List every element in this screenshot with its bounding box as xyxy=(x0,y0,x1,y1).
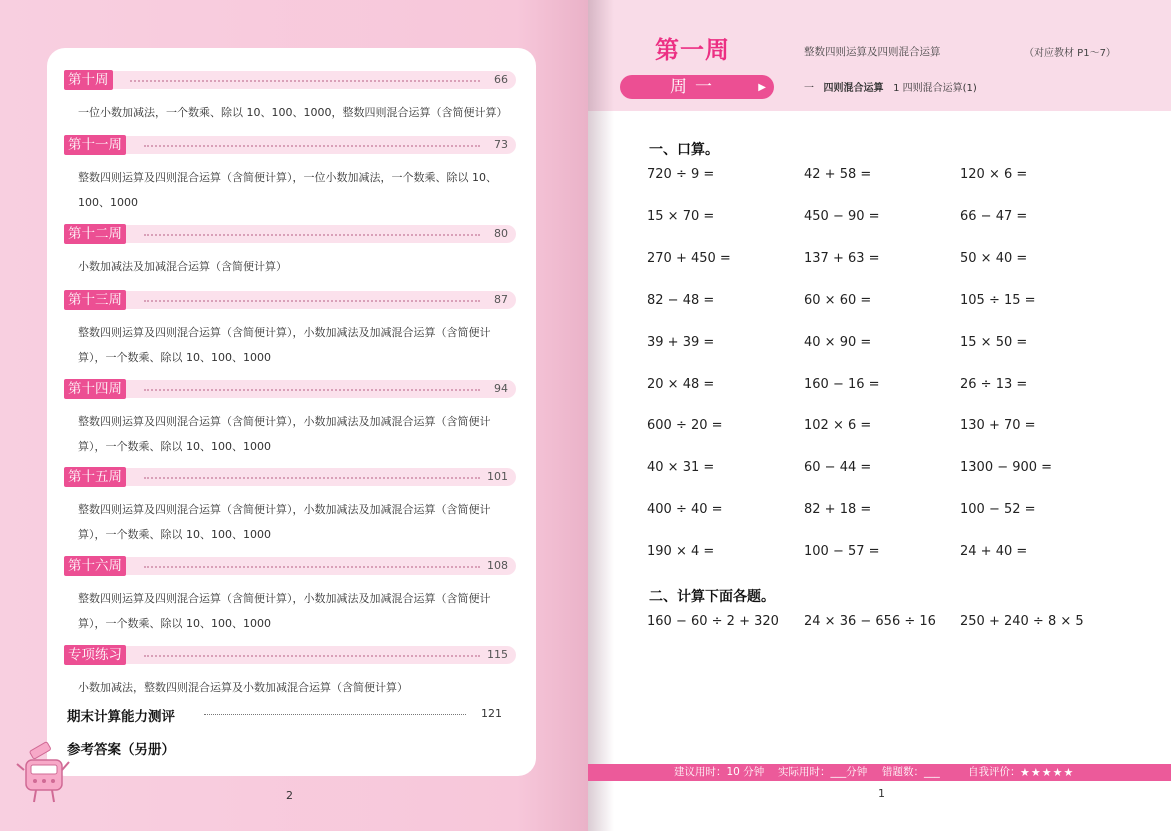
problem: 100 − 52 = xyxy=(960,502,1036,517)
desc-line: 算），一个数乘、除以 10、100、1000 xyxy=(78,617,271,630)
toc-label: 第十周 xyxy=(64,70,113,90)
toc-description xyxy=(78,409,516,459)
footer-band xyxy=(588,764,1171,781)
toc-page-number: 121 xyxy=(481,707,502,720)
toc-bar xyxy=(64,71,516,89)
problem: 137 + 63 = xyxy=(804,251,880,266)
problem: 720 ÷ 9 = xyxy=(647,167,715,182)
leader-dots xyxy=(144,300,480,302)
desc-line: 一位小数加减法，一个数乘、除以 10、100、1000，整数四则混合运算（含简便计算） xyxy=(78,106,508,119)
toc-label: 第十五周 xyxy=(64,467,126,487)
rating-stars-icon[interactable]: ★★★★★ xyxy=(1020,766,1075,779)
desc-line: 整数四则运算及四则混合运算（含简便计算），小数加减法及加减混合运算（含简便计 xyxy=(78,503,491,516)
day-pill xyxy=(620,75,774,99)
unit-number: 一 xyxy=(804,83,814,94)
problem: 130 + 70 = xyxy=(960,418,1036,433)
leader-dots xyxy=(144,655,480,657)
problem: 190 × 4 = xyxy=(647,544,715,559)
desc-line: 整数四则运算及四则混合运算（含简便计算），小数加减法及加减混合运算（含简便计 xyxy=(78,592,491,605)
leader-dots xyxy=(130,80,480,82)
toc-page-number: 101 xyxy=(487,470,508,483)
toc-label: 第十二周 xyxy=(64,224,126,244)
toc-page-number: 80 xyxy=(494,227,508,240)
problem: 82 − 48 = xyxy=(647,293,715,308)
toc-description xyxy=(78,675,516,700)
actual-time: 实际用时：___分钟 xyxy=(778,766,868,778)
page-number-left: 2 xyxy=(286,789,293,802)
desc-line: 整数四则运算及四则混合运算（含简便计算），小数加减法及加减混合运算（含简便计 xyxy=(78,415,491,428)
toc-page-number: 73 xyxy=(494,138,508,151)
toc-description xyxy=(78,497,516,547)
leader-dots xyxy=(144,389,480,391)
toc-entry-week10[interactable] xyxy=(64,71,516,125)
problem: 1300 − 900 = xyxy=(960,460,1053,475)
toc-bar xyxy=(64,646,516,664)
toc-entry-week13[interactable] xyxy=(64,291,516,370)
desc-line: 整数四则运算及四则混合运算（含简便计算），小数加减法及加减混合运算（含简便计 xyxy=(78,326,491,339)
problem: 26 ÷ 13 = xyxy=(960,377,1028,392)
problem: 600 ÷ 20 = xyxy=(647,418,723,433)
page-number-right: 1 xyxy=(878,787,885,800)
desc-line: 算），一个数乘、除以 10、100、1000 xyxy=(78,528,271,541)
problem: 120 × 6 = xyxy=(960,167,1028,182)
problem: 50 × 40 = xyxy=(960,251,1028,266)
textbook-reference: （对应教材 P1～7） xyxy=(1024,48,1116,59)
suggested-time: 建议用时：10 分钟 xyxy=(674,766,765,778)
toc-label: 专项练习 xyxy=(64,645,126,665)
toc-label: 第十四周 xyxy=(64,379,126,399)
problem: 82 + 18 = xyxy=(804,502,872,517)
toc-entry-week12[interactable] xyxy=(64,225,516,279)
toc-label: 第十三周 xyxy=(64,290,126,310)
problem: 400 ÷ 40 = xyxy=(647,502,723,517)
toc-page-number: 87 xyxy=(494,293,508,306)
play-arrow-icon: ▶ xyxy=(758,82,766,93)
compute-problem: 160 − 60 ÷ 2 + 320 xyxy=(647,614,779,629)
right-page xyxy=(588,0,1171,831)
toc-bar xyxy=(64,291,516,309)
toc-entry-week11[interactable] xyxy=(64,136,516,215)
toc-entry-answers[interactable]: 参考答案（另册） xyxy=(67,742,175,758)
toc-page-number: 108 xyxy=(487,559,508,572)
problem: 20 × 48 = xyxy=(647,377,715,392)
toc-entry-week16[interactable] xyxy=(64,557,516,636)
desc-line: 小数加减法及加减混合运算（含简便计算） xyxy=(78,260,287,273)
toc-bar xyxy=(64,557,516,575)
problem: 102 × 6 = xyxy=(804,418,872,433)
toc-description xyxy=(78,165,516,215)
calculator-mascot-icon xyxy=(14,738,72,808)
toc-label: 第十六周 xyxy=(64,556,126,576)
toc-bar xyxy=(64,468,516,486)
unit-lesson-line xyxy=(804,79,977,94)
compute-problem: 24 × 36 − 656 ÷ 16 xyxy=(804,614,936,629)
leader-dots xyxy=(144,477,480,479)
problem: 42 + 58 = xyxy=(804,167,872,182)
topic-title: 整数四则运算及四则混合运算 xyxy=(804,46,941,58)
section-heading-mental-math: 一、口算。 xyxy=(649,142,719,158)
lesson-name: 1 四则混合运算(1) xyxy=(893,83,977,94)
week-title: 第一周 xyxy=(655,36,730,64)
problem: 105 ÷ 15 = xyxy=(960,293,1036,308)
problem: 15 × 50 = xyxy=(960,335,1028,350)
leader-dots xyxy=(204,714,466,715)
leader-dots xyxy=(144,234,480,236)
desc-line: 100、1000 xyxy=(78,196,138,209)
problem: 24 + 40 = xyxy=(960,544,1028,559)
problem: 60 − 44 = xyxy=(804,460,872,475)
compute-problem: 250 + 240 ÷ 8 × 5 xyxy=(960,614,1084,629)
self-rating-label: 自我评价： xyxy=(968,766,1021,778)
desc-line: 小数加减法，整数四则混合运算及小数加减混合运算（含简便计算） xyxy=(78,681,408,694)
problem: 60 × 60 = xyxy=(804,293,872,308)
toc-entry-final-test[interactable]: 期末计算能力测评 xyxy=(67,709,175,725)
problem: 40 × 31 = xyxy=(647,460,715,475)
desc-line: 整数四则运算及四则混合运算（含简便计算），一位小数加减法，一个数乘、除以 10、 xyxy=(78,171,497,184)
desc-line: 算），一个数乘、除以 10、100、1000 xyxy=(78,351,271,364)
toc-bar xyxy=(64,380,516,398)
problem: 100 − 57 = xyxy=(804,544,880,559)
problem: 40 × 90 = xyxy=(804,335,872,350)
leader-dots xyxy=(144,145,480,147)
problem: 39 + 39 = xyxy=(647,335,715,350)
problem: 270 + 450 = xyxy=(647,251,731,266)
toc-description xyxy=(78,254,516,279)
unit-name: 四则混合运算 xyxy=(823,83,884,94)
problem: 160 − 16 = xyxy=(804,377,880,392)
day-label: 周一 xyxy=(670,77,720,97)
toc-description xyxy=(78,320,516,370)
toc-entry-week15[interactable] xyxy=(64,468,516,547)
toc-page-number: 94 xyxy=(494,382,508,395)
error-count: 错题数：___ xyxy=(882,766,940,778)
toc-page-number: 115 xyxy=(487,648,508,661)
desc-line: 算），一个数乘、除以 10、100、1000 xyxy=(78,440,271,453)
toc-entry-special-practice[interactable] xyxy=(64,646,516,700)
section-heading-compute: 二、计算下面各题。 xyxy=(649,589,775,605)
toc-bar xyxy=(64,225,516,243)
toc-description xyxy=(78,100,516,125)
toc-description xyxy=(78,586,516,636)
toc-entry-week14[interactable] xyxy=(64,380,516,459)
toc-page-number: 66 xyxy=(494,73,508,86)
toc-label: 第十一周 xyxy=(64,135,126,155)
problem: 15 × 70 = xyxy=(647,209,715,224)
problem: 450 − 90 = xyxy=(804,209,880,224)
problem: 66 − 47 = xyxy=(960,209,1028,224)
toc-bar xyxy=(64,136,516,154)
leader-dots xyxy=(144,566,480,568)
page-gutter-shadow xyxy=(588,0,614,831)
